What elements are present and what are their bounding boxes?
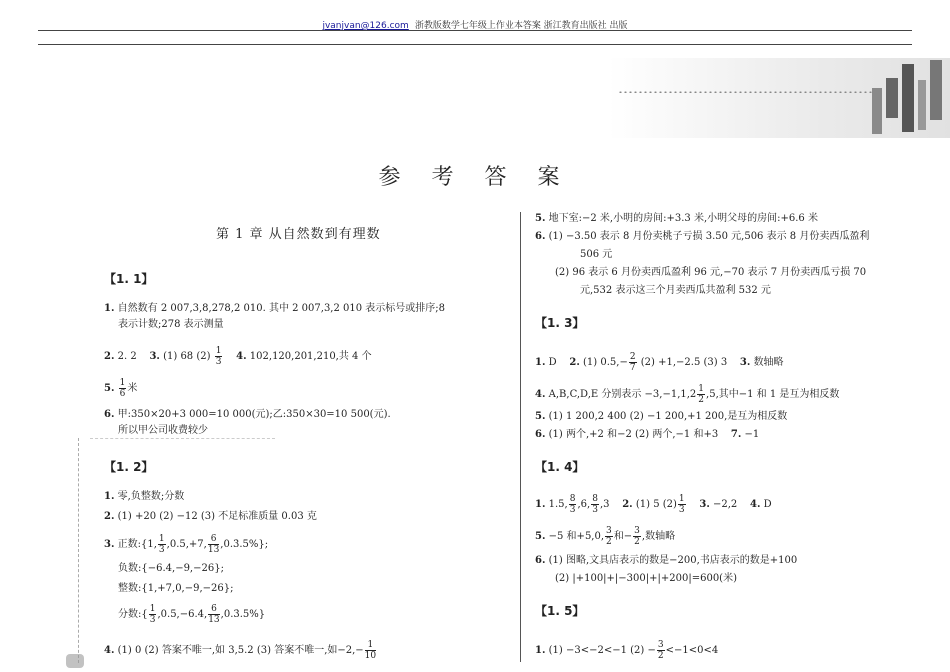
answer-1-1-2: 2. 2. 2 3. (1) 68 (2) $\frac{1}{3}$ 4. 102,120,201,210,共 4 个 <box>104 346 372 367</box>
fraction: $\frac{1}{3}$ <box>215 346 222 367</box>
answer-1-4-6b: (2) |+100|+|−300|+|+200|=600(米) <box>555 573 737 584</box>
answer-1-2-3c: 整数:{1,+7,0,−9,−26}; <box>118 583 234 594</box>
section-1-5: 【1. 5】 <box>535 604 585 618</box>
answer-1-3-1: 1. D 2. (1) 0.5,− $\frac{2}{7}$ (2) +1,−2.5 (3) 3 3. 数轴略 <box>535 352 784 373</box>
answer-1-1-1: 1. 自然数有 2 007,3,8,278,2 010. 其中 2 007,3,2 010 表示标号或排序;8 <box>104 303 446 314</box>
fraction: $\frac{1}{3}$ <box>158 534 165 555</box>
answer-1-2-4: 4. (1) 0 (2) 答案不唯一,如 3,5.2 (3) 答案不唯一,如−2,− $\frac{1}{10}$ <box>104 640 377 661</box>
answer-1-4-5: 5. −5 和+5,0, $\frac{3}{2}$ 和− $\frac{3}{2}$ ,数轴略 <box>535 526 676 547</box>
fraction: $\frac{1}{10}$ <box>364 640 377 661</box>
answer-1-1-1b: 表示计数;278 表示测量 <box>118 319 224 330</box>
answer-1-1-5r: 5. 地下室:−2 米,小明的房间:+3.3 米,小明父母的房间:+6.6 米 <box>535 213 818 224</box>
answer-1-4-1: 1. 1.5, $\frac{8}{3}$ ,6, $\frac{8}{3}$ ,3 2. (1) 5 (2) $\frac{1}{3}$ 3. −2,2 4. D <box>535 494 772 515</box>
answer-1-1-5: 5. $\frac{1}{6}$ 米 <box>104 378 138 399</box>
margin-dashes-2 <box>90 438 275 440</box>
fraction: $\frac{1}{6}$ <box>119 378 126 399</box>
corner-mark <box>66 654 84 668</box>
answer-1-3-4: 4. A,B,C,D,E 分别表示 −3,−1,1,2 $\frac{1}{2}$ ,5,其中−1 和 1 是互为相反数 <box>535 384 840 405</box>
page-title: 参 考 答 案 <box>378 165 572 190</box>
header-rule-2 <box>38 44 912 45</box>
answer-1-2-3: 3. 正数:{1, $\frac{1}{3}$ ,0.5,+7, $\frac{6}{13}$ ,0.3̇.5%}; <box>104 534 269 555</box>
chapter-title: 第 1 章 从自然数到有理数 <box>216 227 381 242</box>
fraction: $\frac{8}{3}$ <box>592 494 598 515</box>
fraction: $\frac{3}{2}$ <box>606 526 612 547</box>
column-divider <box>520 212 521 662</box>
dotted-line <box>618 91 878 93</box>
section-1-4: 【1. 4】 <box>535 460 585 474</box>
fraction: $\frac{8}{3}$ <box>569 494 576 515</box>
answer-1-1-6: 6. 甲:350×20+3 000=10 000(元);乙:350×30=10 500(元). <box>104 409 391 420</box>
header-rule <box>38 30 912 31</box>
fraction: $\frac{3}{2}$ <box>634 526 640 547</box>
decorative-banner <box>608 58 950 138</box>
header-email-link[interactable]: jvanjvan@126.com <box>322 21 409 31</box>
answer-1-1-6r: 6. (1) −3.50 表示 8 月份卖桃子亏损 3.50 元,506 表示 8 月份卖西瓜盈利 <box>535 231 870 242</box>
fraction: $\frac{2}{7}$ <box>629 352 636 373</box>
header-text: 浙教版数学七年级上作业本答案 浙江教育出版社 出版 <box>414 21 628 31</box>
answer-1-2-3b: 负数:{−6.4,−9,−26}; <box>118 563 224 574</box>
answer-1-1-6r-d: 元,532 表示这三个月卖西瓜共盈利 532 元 <box>580 285 771 296</box>
fraction: $\frac{6}{13}$ <box>207 534 220 555</box>
answer-1-1-6r-c: (2) 96 表示 6 月份卖西瓜盈利 96 元,−70 表示 7 月份卖西瓜亏损 70 <box>555 267 867 278</box>
fraction: $\frac{3}{2}$ <box>657 640 664 661</box>
fraction: $\frac{6}{13}$ <box>208 604 220 625</box>
section-1-1: 【1. 1】 <box>104 272 154 286</box>
answer-1-4-6: 6. (1) 图略,文具店表示的数是−200,书店表示的数是+100 <box>535 555 798 566</box>
answer-1-1-6r-b: 506 元 <box>580 249 613 260</box>
answer-1-1-6b: 所以甲公司收费较少 <box>118 425 208 436</box>
answer-1-2-1: 1. 零,负整数;分数 <box>104 491 185 502</box>
section-1-3: 【1. 3】 <box>535 316 585 330</box>
fraction: $\frac{1}{3}$ <box>678 494 685 515</box>
fraction: $\frac{1}{3}$ <box>149 604 156 625</box>
answer-1-2-3d: 分数:{ $\frac{1}{3}$ ,0.5,−6.4, $\frac{6}{13}$ ,0.3̇.5%} <box>118 604 266 625</box>
fraction: $\frac{1}{2}$ <box>698 384 705 405</box>
answer-1-5-1: 1. (1) −3<−2<−1 (2) − $\frac{3}{2}$ <−1<0<4 <box>535 640 719 661</box>
answer-1-3-6: 6. (1) 两个,+2 和−2 (2) 两个,−1 和+3 7. −1 <box>535 429 760 440</box>
answer-1-2-2: 2. (1) +20 (2) −12 (3) 不足标准质量 0.03 克 <box>104 511 317 522</box>
answer-1-3-5: 5. (1) 1 200,2 400 (2) −1 200,+1 200,是互为相反数 <box>535 411 788 422</box>
section-1-2: 【1. 2】 <box>104 460 154 474</box>
margin-dashes <box>78 438 79 663</box>
